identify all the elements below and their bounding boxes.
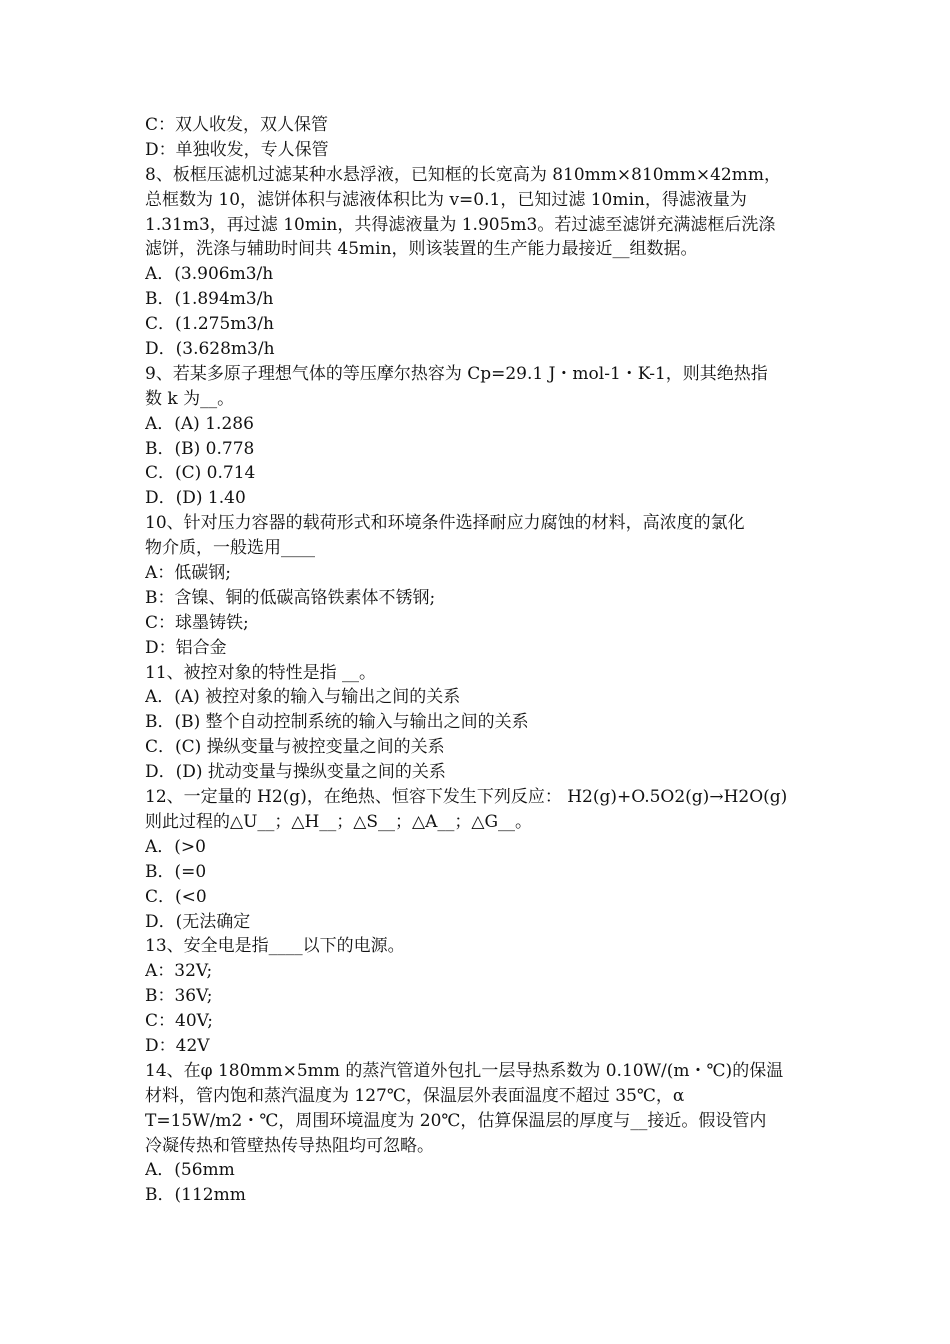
question-text-line: 10、针对压力容器的载荷形式和环境条件选择耐应力腐蚀的材料，高浓度的氯化 <box>145 513 745 534</box>
question-text-line: 8、板框压滤机过滤某种水悬浮液，已知框的长宽高为 810mm×810mm×42mm， <box>145 164 781 185</box>
option-line: A．(3.906m3/h <box>145 264 274 285</box>
option-line: A：32V; <box>145 961 213 982</box>
question-text-line: 9、若某多原子理想气体的等压摩尔热容为 Cp=29.1 J・mol-1・K-1，则其绝热指 <box>145 363 768 384</box>
option-line: A．(>0 <box>145 836 206 857</box>
option-line: B．(1.894m3/h <box>145 289 274 310</box>
question-text-line: 12、一定量的 H2(g)，在绝热、恒容下发生下列反应： H2(g)+O.5O2(g)→H2O(g) <box>145 787 788 808</box>
option-line: A．(56mm <box>145 1160 235 1181</box>
question-text-line: 数 k 为__。 <box>145 388 235 409</box>
question-text-line: 材料，管内饱和蒸汽温度为 127℃，保温层外表面温度不超过 35℃，α <box>145 1085 685 1106</box>
option-line: B：含镍、铜的低碳高铬铁素体不锈钢; <box>145 587 436 608</box>
question-text-line: T=15W/m2・℃，周围环境温度为 20℃，估算保温层的厚度与__接近。假设管内 <box>145 1110 767 1131</box>
document-body <box>145 113 810 1208</box>
option-line: C：40V; <box>145 1011 213 1032</box>
option-line: B．(=0 <box>145 861 207 882</box>
option-line: C．(C) 0.714 <box>145 463 256 484</box>
option-line: A．(A) 1.286 <box>145 413 254 434</box>
question-text-line: 11、被控对象的特性是指 __。 <box>145 662 377 683</box>
option-line: C：球墨铸铁; <box>145 612 249 633</box>
question-text-line: 物介质，一般选用____ <box>145 538 315 559</box>
option-line: D．(3.628m3/h <box>145 339 275 360</box>
option-line: D：单独收发，专人保管 <box>145 139 329 160</box>
option-line: C．(C) 操纵变量与被控变量之间的关系 <box>145 737 445 758</box>
question-text-line: 1.31m3，再过滤 10min，共得滤液量为 1.905m3。若过滤至滤饼充满滤框后洗涤 <box>145 214 776 235</box>
option-line: B．(112mm <box>145 1185 246 1206</box>
option-line: D．(D) 1.40 <box>145 488 246 509</box>
option-line: A．(A) 被控对象的输入与输出之间的关系 <box>145 687 461 708</box>
option-line: B．(B) 整个自动控制系统的输入与输出之间的关系 <box>145 712 529 733</box>
option-line: D．(无法确定 <box>145 911 251 932</box>
option-line: C．(<0 <box>145 886 207 907</box>
option-line: C：双人收发，双人保管 <box>145 115 329 135</box>
option-line: D．(D) 扰动变量与操纵变量之间的关系 <box>145 762 446 783</box>
question-text-line: 则此过程的△U__；△H__；△S__；△A__；△G__。 <box>145 811 533 832</box>
option-line: A：低碳钢; <box>145 563 232 584</box>
question-text-line: 冷凝传热和管壁热传导热阻均可忽略。 <box>145 1135 434 1156</box>
question-text-line: 14、在φ 180mm×5mm 的蒸汽管道外包扎一层导热系数为 0.10W/(m・℃)的保温 <box>145 1060 784 1081</box>
option-line: B．(B) 0.778 <box>145 438 255 459</box>
option-line: B：36V; <box>145 986 213 1007</box>
option-line: D：铝合金 <box>145 637 227 658</box>
question-text-line: 13、安全电是指____以下的电源。 <box>145 936 405 957</box>
question-text-line: 滤饼，洗涤与辅助时间共 45min，则该装置的生产能力最接近__组数据。 <box>145 239 698 260</box>
question-text-line: 总框数为 10，滤饼体积与滤液体积比为 v=0.1，已知过滤 10min，得滤液量为 <box>145 189 747 210</box>
option-line: C．(1.275m3/h <box>145 314 274 335</box>
option-line: D：42V <box>145 1035 210 1056</box>
